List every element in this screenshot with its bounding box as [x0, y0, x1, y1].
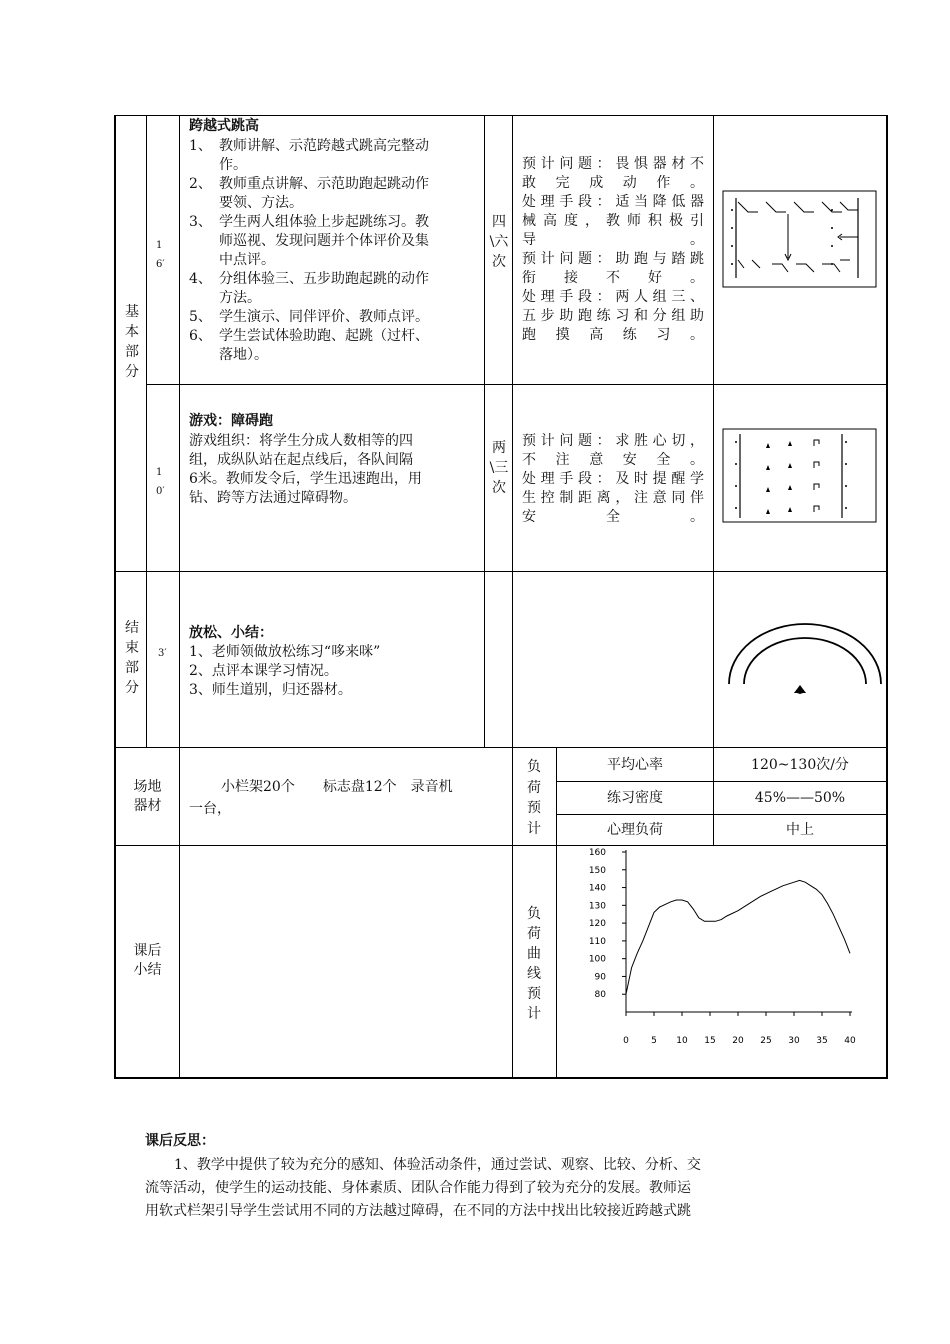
load-item-value: 120~130次/分	[751, 757, 849, 773]
problem-line: 预计问题：畏惧器材不	[522, 156, 704, 172]
y-tick-label: 120	[588, 919, 606, 930]
x-tick-label: 40	[844, 1036, 856, 1046]
problem-line: 处理手段：适当降低器	[522, 194, 704, 210]
game-description-line: 6米。教师发令后，学生迅速跑出，用	[189, 471, 422, 487]
activity2-title: 游戏：障碍跑	[189, 413, 273, 429]
x-tick-label: 0	[623, 1036, 629, 1046]
end-time: 3′	[158, 648, 167, 659]
step-text: 分组体验三、五步助跑起跳的动作	[219, 271, 429, 287]
y-tick-label: 140	[588, 883, 606, 894]
curve-label: 负荷曲线预计	[527, 906, 541, 1022]
problem-line: 预计问题：求胜心切，	[522, 433, 704, 449]
x-tick-label: 10	[676, 1036, 688, 1046]
y-tick-label: 90	[594, 972, 606, 983]
end-line: 2、点评本课学习情况。	[189, 663, 338, 679]
step-number: 3、	[189, 214, 212, 230]
activity1-title: 跨越式跳高	[189, 118, 259, 134]
load-label: 负荷预计	[527, 759, 541, 837]
problem-line: 处理手段：及时提醒学	[522, 471, 704, 487]
problem-line: 处理手段：两人组三、	[522, 289, 704, 305]
step-text: 中点评。	[219, 252, 275, 268]
venue-line2: 一台，	[189, 801, 231, 817]
end-line: 3、师生道别，归还器材。	[189, 682, 352, 698]
x-tick-label: 5	[651, 1036, 657, 1046]
load-item-name: 平均心率	[607, 757, 663, 773]
game-description-line: 游戏组织：将学生分成人数相等的四	[189, 433, 413, 449]
step-text: 师巡视、发现问题并个体评价及集	[219, 233, 429, 249]
reflection-title: 课后反思：	[145, 1133, 215, 1149]
game-description-line: 钻、跨等方法通过障碍物。	[189, 490, 357, 506]
problem-line: 生控制距离，注意同伴	[522, 490, 704, 506]
step-number: 4、	[189, 271, 212, 287]
problem-line: 五步助跑练习和分组助	[522, 308, 704, 324]
y-tick-label: 100	[588, 954, 606, 965]
problem-line: 械高度，教师积极引	[522, 213, 704, 229]
load-item-value: 45%——50%	[754, 790, 846, 806]
x-tick-label: 25	[760, 1036, 772, 1046]
problem-line: 敢完成动作。	[522, 175, 704, 191]
step-number: 2、	[189, 176, 212, 192]
step-text: 教师重点讲解、示范助跑起跳动作	[219, 176, 429, 192]
problem-line: 预计问题：助跑与踏跳	[522, 251, 704, 267]
venue-label-text: 场地器材	[133, 779, 162, 814]
activity1-reps: 四\六次	[489, 214, 509, 270]
load-item-value: 中上	[786, 822, 814, 838]
venue-label	[116, 778, 179, 816]
venue-line1: 小栏架20个 标志盘12个 录音机	[221, 779, 453, 795]
problem-line: 导。	[522, 232, 704, 248]
y-tick-label: 130	[588, 901, 606, 912]
activity2-time: 10′	[156, 467, 165, 497]
summary-label	[116, 942, 179, 980]
step-text: 教师讲解、示范跨越式跳高完整动	[219, 138, 429, 154]
activity1-time: 16′	[156, 240, 165, 270]
step-text: 方法。	[219, 290, 261, 306]
problem-line: 安全。	[522, 509, 704, 525]
y-tick-label: 150	[588, 865, 606, 876]
step-number: 6、	[189, 328, 212, 344]
y-tick-label: 80	[594, 990, 606, 1001]
problem-line: 衔接不好。	[522, 270, 704, 286]
problem-line: 不注意安全。	[522, 452, 704, 468]
x-tick-label: 20	[732, 1036, 744, 1046]
y-tick-label: 160	[588, 848, 606, 858]
end-section-label: 结束部分	[125, 620, 139, 696]
x-tick-label: 15	[704, 1036, 716, 1046]
x-tick-label: 30	[788, 1036, 800, 1046]
y-tick-label: 110	[588, 936, 606, 947]
step-text: 作。	[219, 157, 247, 173]
load-item-name: 练习密度	[607, 790, 663, 806]
step-text: 要领、方法。	[219, 195, 303, 211]
step-text: 落地）。	[219, 347, 268, 363]
x-tick-label: 35	[816, 1036, 828, 1046]
heart-rate-line	[626, 880, 850, 994]
reflection-line: 1、教学中提供了较为充分的感知、体验活动条件，通过尝试、观察、比较、分析、交	[174, 1157, 701, 1173]
hurdle-layout-diagram	[722, 190, 877, 288]
game-description-line: 组，成纵队站在起点线后，各队间隔	[189, 452, 413, 468]
problem-line: 跑摸高练习。	[522, 327, 704, 343]
summary-label-text: 课后小结	[133, 943, 162, 978]
activity2-reps: 两\三次	[489, 440, 509, 496]
step-text: 学生演示、同伴评价、教师点评。	[219, 309, 429, 325]
load-item-name: 心理负荷	[607, 822, 663, 838]
obstacle-run-diagram	[722, 428, 877, 523]
step-text: 学生两人组体验上步起跳练习。教	[219, 214, 429, 230]
reflection-line: 用软式栏架引导学生尝试用不同的方法越过障碍，在不同的方法中找出比较接近跨越式跳	[145, 1203, 691, 1219]
step-number: 1、	[189, 138, 212, 154]
end-title: 放松、小结：	[189, 625, 273, 641]
heart-rate-chart	[560, 846, 886, 1076]
step-text: 学生尝试体验助跑、起跳（过杆、	[219, 328, 429, 344]
reflection-line: 流等活动，使学生的运动技能、身体素质、团队合作能力得到了较为充分的发展。教师运	[145, 1180, 691, 1196]
formation-diagram	[724, 618, 886, 700]
end-line: 1、老师领做放松练习“哆来咪”	[189, 644, 381, 660]
step-number: 5、	[189, 309, 212, 325]
basic-section-label: 基本部分	[125, 304, 139, 380]
